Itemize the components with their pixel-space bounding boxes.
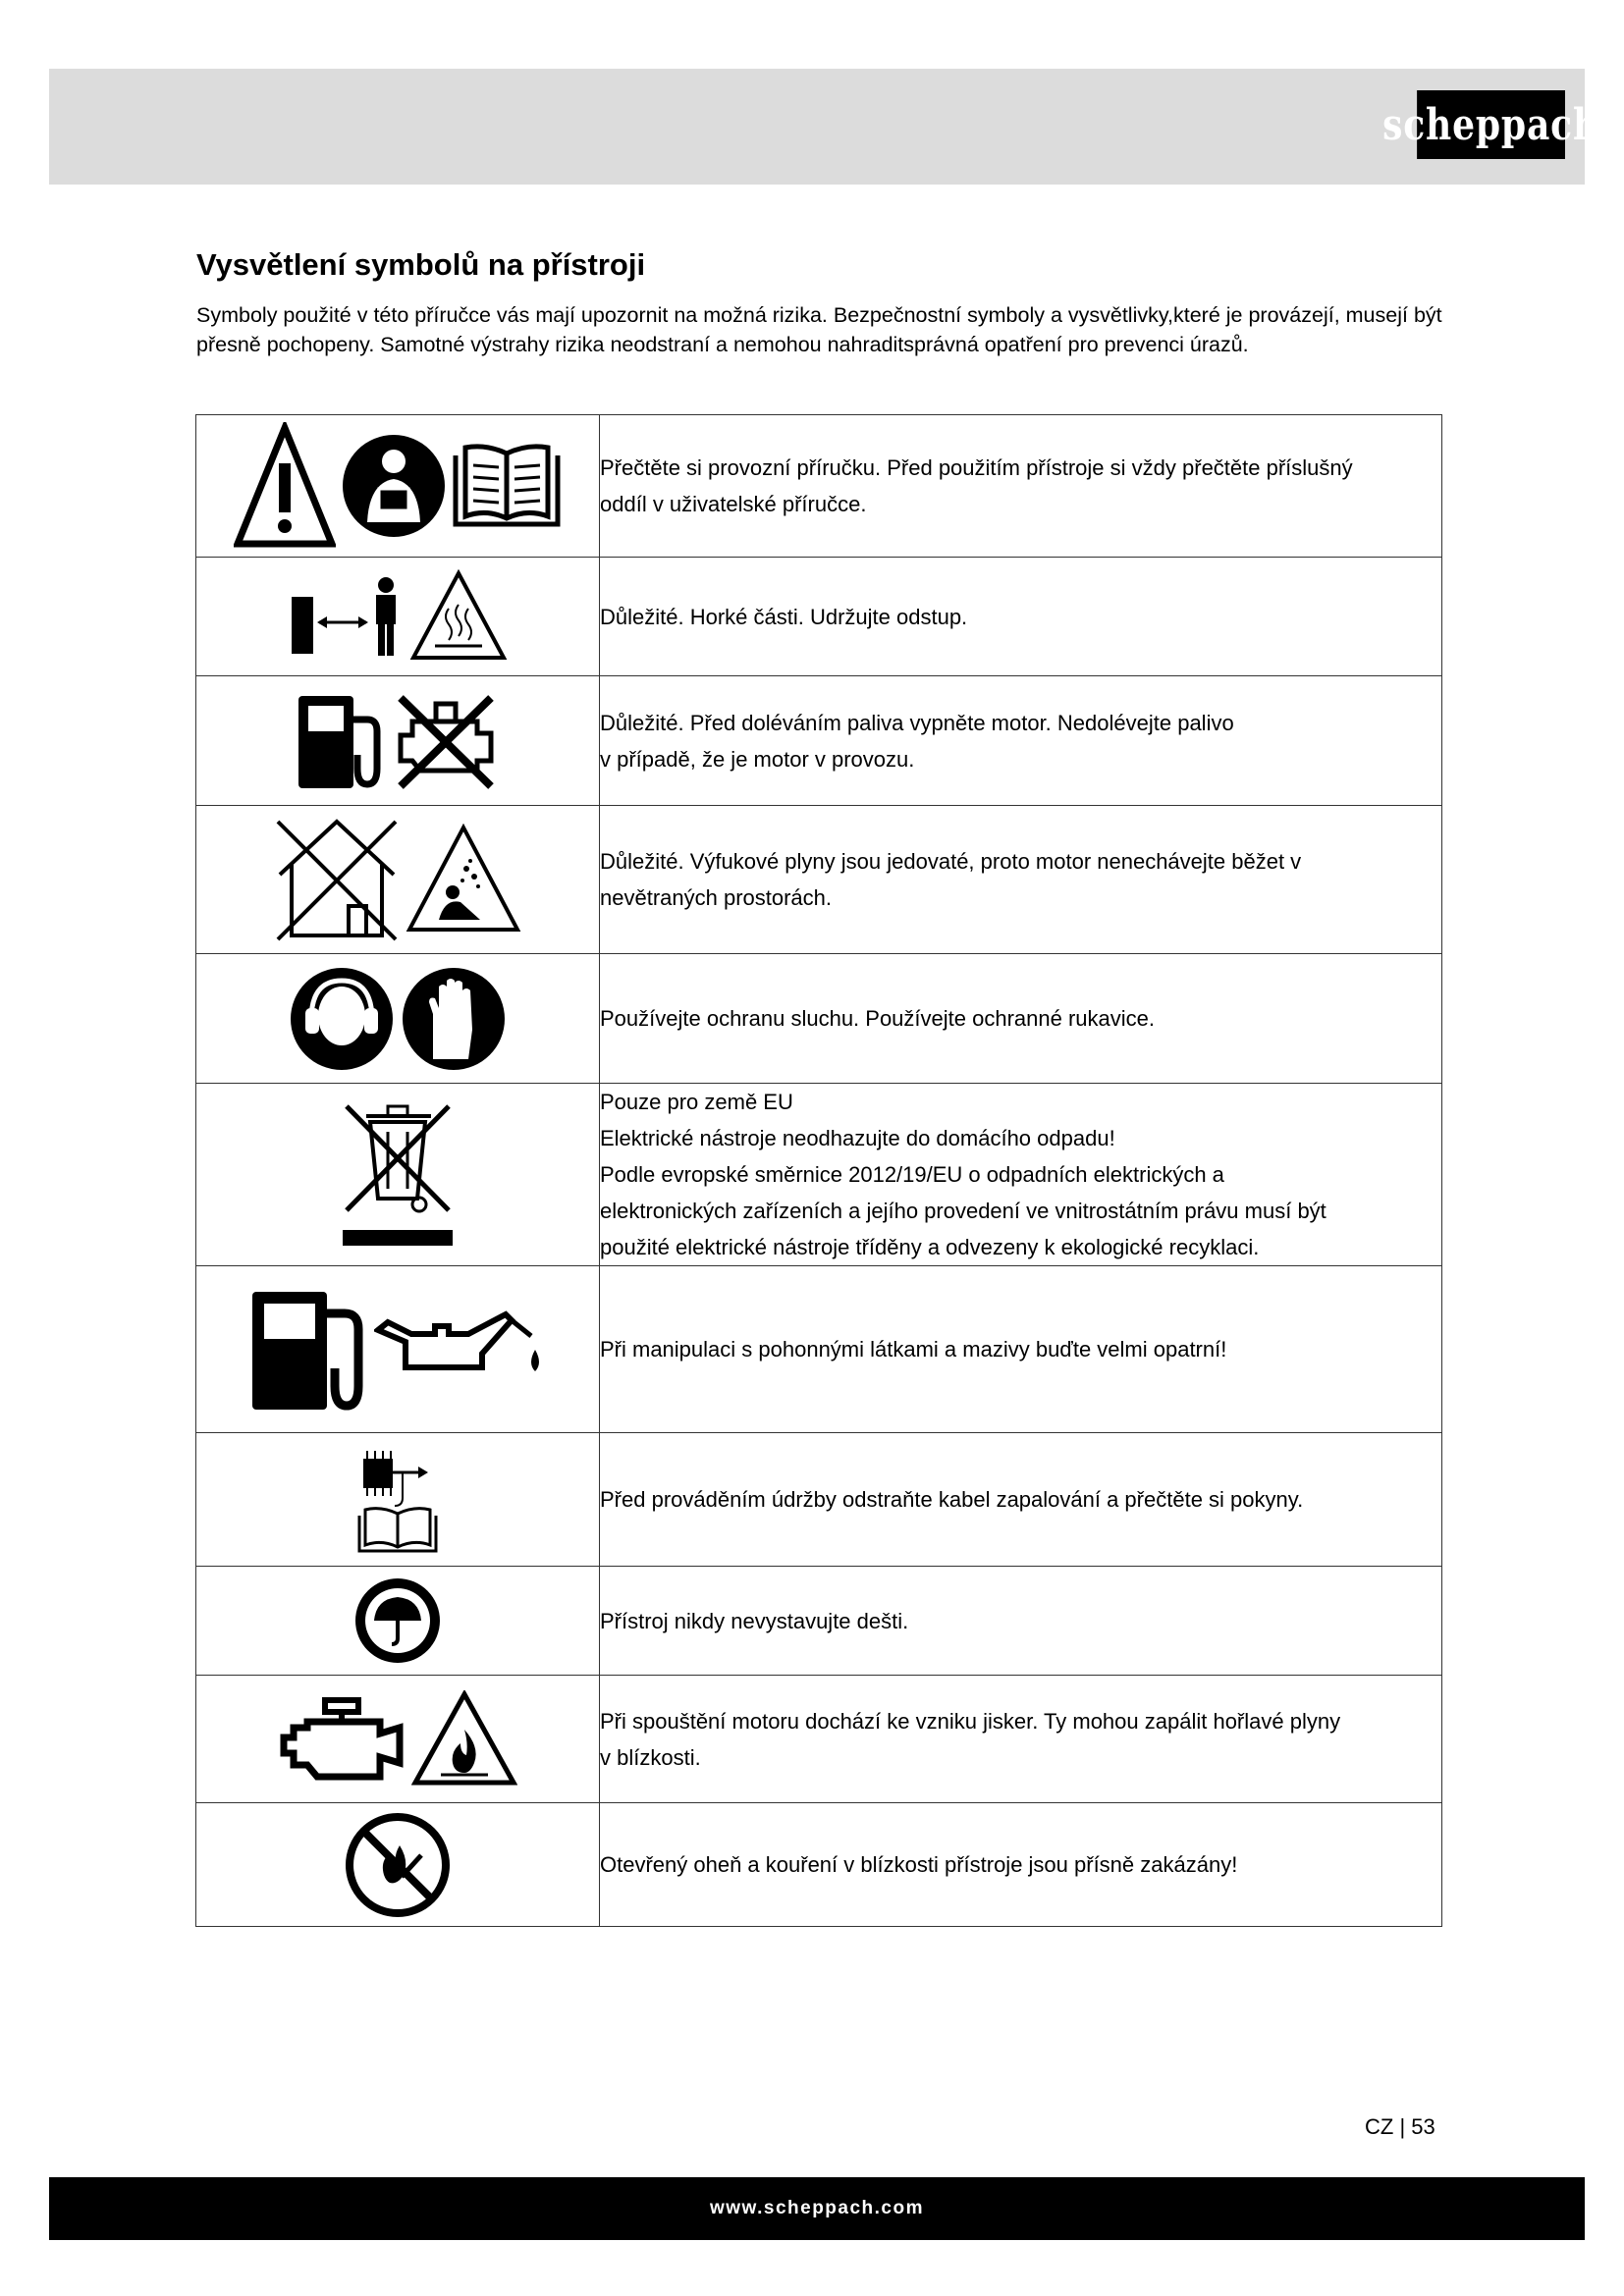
protect-from-rain-icon — [352, 1575, 443, 1666]
description-cell — [600, 676, 1442, 806]
table-row — [196, 1084, 1442, 1266]
description-cell — [600, 954, 1442, 1084]
icon-cell — [196, 954, 600, 1084]
scheppach-logo: scheppach — [1417, 90, 1565, 159]
description-line: Důležité. Před doléváním paliva vypněte motor. Nedolévejte palivo — [600, 710, 1234, 735]
page-title: Vysvětlení symbolů na přístroji — [196, 247, 646, 282]
table-row — [196, 676, 1442, 806]
no-open-flame-icon — [345, 1812, 451, 1918]
open-book-icon — [452, 444, 562, 528]
ear-protection-icon — [288, 965, 396, 1073]
icon-cell — [196, 415, 600, 558]
description-line: Před prováděním údržby odstraňte kabel zapalování a přečtěte si pokyny. — [600, 1487, 1304, 1512]
keep-distance-icon — [288, 575, 406, 658]
icon-cell — [196, 558, 600, 676]
table-row — [196, 1803, 1442, 1927]
icon-cell — [196, 676, 600, 806]
description-cell — [600, 1567, 1442, 1676]
description-line: nevětraných prostorách. — [600, 885, 833, 910]
website-link[interactable]: www.scheppach.com — [709, 2198, 924, 2218]
icon-cell — [196, 1803, 600, 1927]
intro-paragraph: Symboly použité v této příručce vás mají upozornit na možná rizika. Bezpečnostní symboly a vysvětlivky,které je provázejí, musejí být přesně pochopeny. Samotné výstrahy rizika neodstraní a nemohou nahraditsprávná opatření pro prevenci úrazů. — [196, 303, 1442, 356]
engine-icon — [278, 1694, 407, 1785]
description-line: v případě, že je motor v provozu. — [600, 746, 915, 772]
description-line: Důležité. Horké části. Udržujte odstup. — [600, 604, 968, 629]
gloves-icon — [400, 965, 508, 1073]
table-row — [196, 806, 1442, 954]
spark-plug-manual-icon — [353, 1445, 442, 1555]
engine-crossed-icon — [393, 692, 501, 790]
no-indoor-icon — [274, 816, 402, 943]
description-cell — [600, 806, 1442, 954]
description-line: Při manipulaci s pohonnými látkami a mazivy buďte velmi opatrní! — [600, 1337, 1227, 1362]
page-number: CZ | 53 — [1365, 2114, 1435, 2139]
table-row — [196, 954, 1442, 1084]
read-manual-icon — [340, 432, 448, 540]
toxic-gas-icon — [406, 824, 521, 935]
description-line: elektronických zařízeních a jejího provedení ve vnitrostátním právu musí být — [600, 1199, 1326, 1223]
description-cell — [600, 1803, 1442, 1927]
icon-cell — [196, 1433, 600, 1567]
description-cell — [600, 558, 1442, 676]
icon-cell — [196, 1676, 600, 1803]
description-line: Elektrické nástroje neodhazujte do domácího odpadu! — [600, 1126, 1115, 1150]
weee-bin-icon — [337, 1096, 459, 1254]
flammable-warning-icon — [411, 1690, 517, 1789]
description-cell — [600, 415, 1442, 558]
fuel-pump-icon — [295, 690, 389, 792]
description-line: Pouze pro země EU — [600, 1090, 793, 1114]
description-line: Přístroj nikdy nevystavujte dešti. — [600, 1608, 909, 1633]
warning-triangle-icon — [234, 422, 336, 550]
description-line: Podle evropské směrnice 2012/19/EU o odpadních elektrických a — [600, 1162, 1224, 1187]
description-line: Používejte ochranu sluchu. Používejte ochranné rukavice. — [600, 1006, 1155, 1031]
description-line: Otevřený oheň a kouření v blízkosti přístroje jsou přísně zakázány! — [600, 1852, 1238, 1877]
icon-cell — [196, 806, 600, 954]
icon-cell — [196, 1084, 600, 1266]
symbols-table — [195, 414, 1442, 1927]
table-row — [196, 415, 1442, 558]
table-row — [196, 558, 1442, 676]
description-line: v blízkosti. — [600, 1744, 701, 1770]
description-line: Důležité. Výfukové plyny jsou jedovaté, proto motor nenechávejte běžet v — [600, 849, 1302, 874]
description-cell — [600, 1433, 1442, 1567]
description-line: oddíl v uživatelské příručce. — [600, 492, 867, 516]
table-row — [196, 1567, 1442, 1676]
table-row — [196, 1433, 1442, 1567]
icon-cell — [196, 1567, 600, 1676]
footer-bar — [49, 2177, 1585, 2240]
description-cell — [600, 1266, 1442, 1433]
description-cell — [600, 1084, 1442, 1266]
description-cell — [600, 1676, 1442, 1803]
table-row — [196, 1266, 1442, 1433]
fuel-pump-icon — [248, 1284, 370, 1415]
description-line: použité elektrické nástroje tříděny a odvezeny k ekologické recyklaci. — [600, 1235, 1260, 1259]
oil-can-icon — [374, 1303, 547, 1397]
hot-surface-icon — [409, 569, 508, 664]
description-line: Při spouštění motoru dochází ke vzniku jisker. Ty mohou zapálit hořlavé plyny — [600, 1708, 1341, 1734]
header-band — [49, 69, 1600, 185]
icon-cell — [196, 1266, 600, 1433]
description-line: Přečtěte si provozní příručku. Před použitím přístroje si vždy přečtěte příslušný — [600, 455, 1353, 480]
table-row — [196, 1676, 1442, 1803]
